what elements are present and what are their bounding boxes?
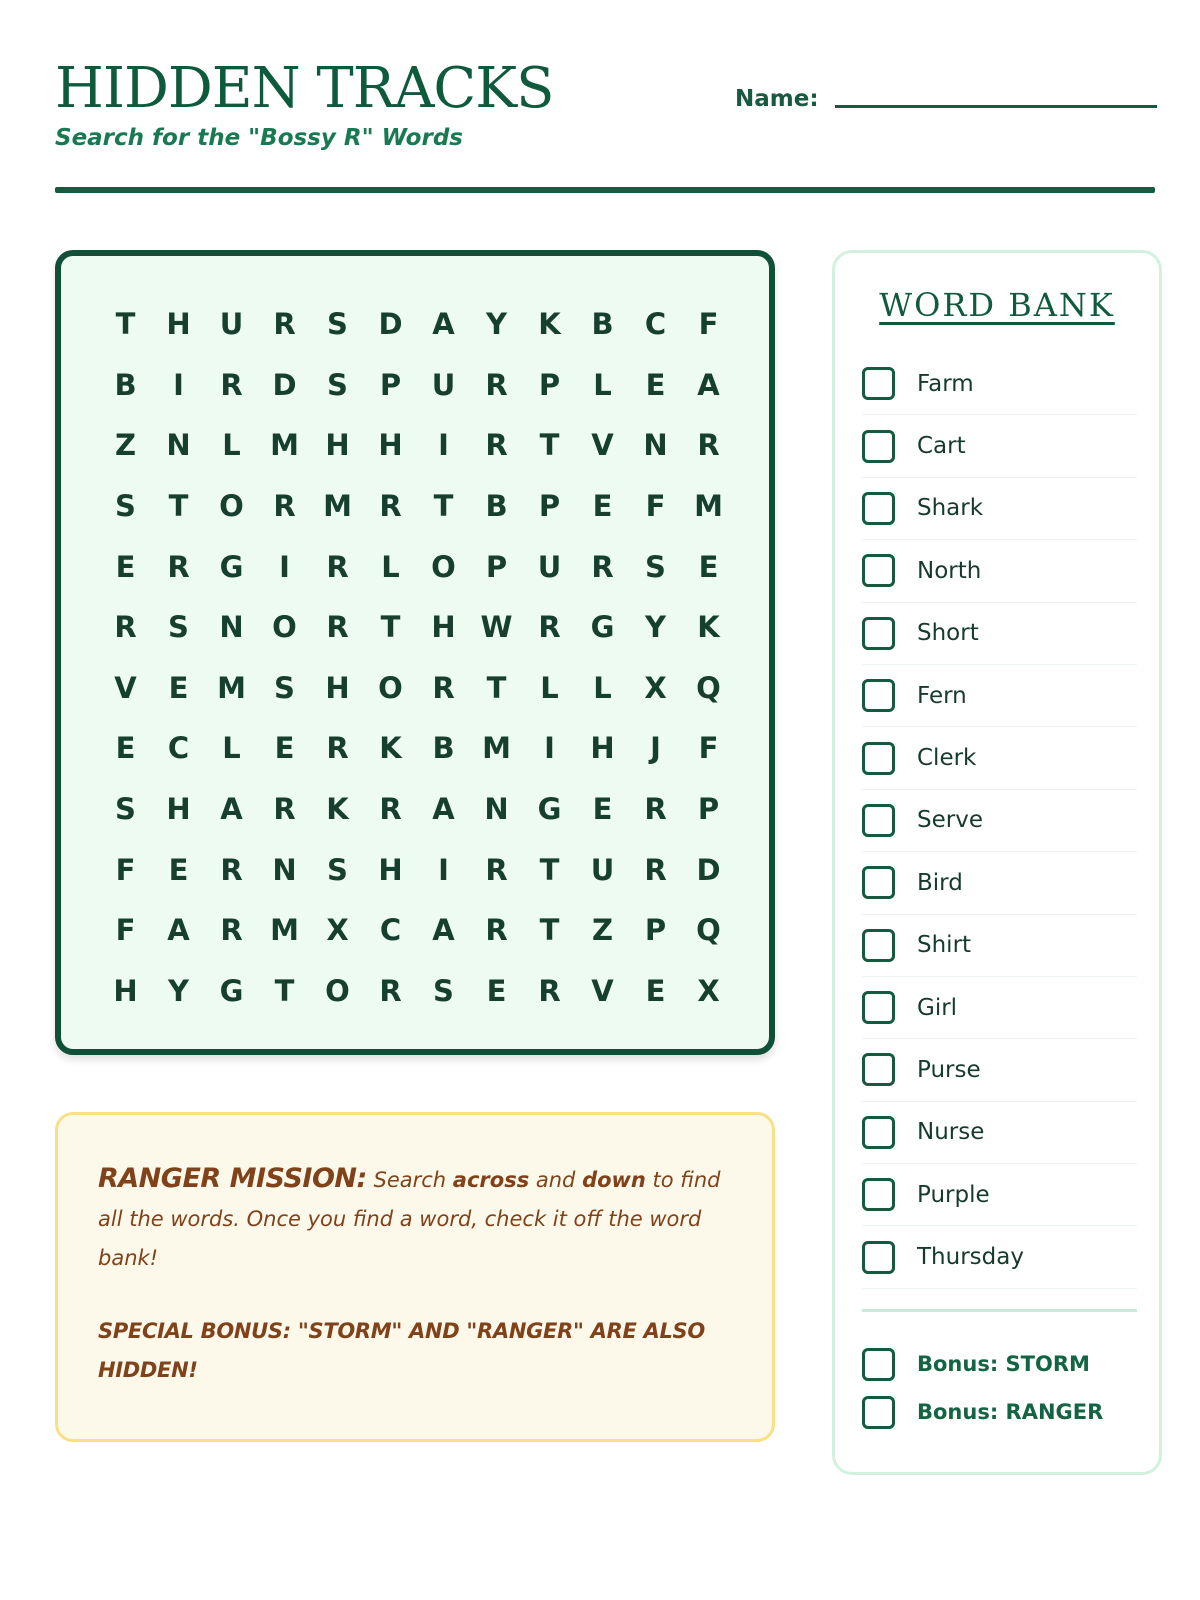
grid-letter[interactable]: O — [219, 489, 244, 524]
grid-letter[interactable]: H — [166, 792, 191, 827]
page-subtitle: Search for the "Bossy R" Words — [55, 125, 463, 151]
grid-letter[interactable]: M — [217, 670, 246, 705]
grid-letter[interactable]: R — [273, 489, 296, 524]
grid-letter[interactable]: H — [325, 670, 350, 705]
grid-letter[interactable]: F — [115, 913, 136, 948]
grid-letter[interactable]: Y — [168, 973, 189, 1008]
grid-letter[interactable]: L — [222, 428, 241, 463]
worksheet-header — [55, 58, 1155, 193]
grid-letter[interactable]: S — [115, 489, 136, 524]
grid-letter[interactable]: E — [645, 973, 666, 1008]
grid-letter[interactable]: J — [650, 731, 661, 766]
grid-letter[interactable]: C — [379, 913, 402, 948]
word-bank — [832, 250, 1162, 1475]
grid-letter[interactable]: R — [379, 973, 402, 1008]
bonus-word-item[interactable] — [862, 1340, 1137, 1388]
mission-instructions — [98, 1159, 732, 1278]
grid-letter[interactable]: R — [432, 670, 455, 705]
bonus-word-label: Bonus: RANGER — [917, 1400, 1104, 1424]
word-bank-divider — [862, 1309, 1137, 1312]
grid-letter[interactable]: X — [644, 670, 667, 705]
grid-letter[interactable]: S — [433, 973, 454, 1008]
grid-letter[interactable]: O — [272, 610, 297, 645]
grid-letter[interactable]: E — [698, 549, 719, 584]
grid-letter[interactable]: R — [644, 852, 667, 887]
grid-letter[interactable]: R — [591, 549, 614, 584]
grid-letter[interactable]: D — [696, 852, 721, 887]
word-checkbox[interactable] — [862, 1053, 895, 1086]
grid-letter[interactable]: S — [327, 307, 348, 342]
word-label: Shark — [917, 495, 984, 522]
grid-letter[interactable]: S — [327, 367, 348, 402]
grid-letter[interactable]: R — [697, 428, 720, 463]
grid-letter[interactable]: B — [485, 489, 508, 524]
grid-letter[interactable]: F — [645, 489, 666, 524]
mission-box — [55, 1112, 775, 1442]
grid-letter[interactable]: R — [326, 610, 349, 645]
word-checkbox[interactable] — [862, 617, 895, 650]
grid-letter[interactable]: B — [591, 307, 614, 342]
grid-letter[interactable]: T — [274, 973, 295, 1008]
grid-letter[interactable]: N — [166, 428, 191, 463]
grid-letter[interactable]: M — [694, 489, 723, 524]
grid-letter[interactable]: R — [167, 549, 190, 584]
grid-letter[interactable]: D — [272, 367, 297, 402]
grid-letter[interactable]: B — [114, 367, 137, 402]
grid-letter[interactable]: Z — [591, 913, 614, 948]
grid-letter[interactable]: I — [438, 852, 449, 887]
grid-letter[interactable]: L — [222, 731, 241, 766]
grid-letter[interactable]: R — [485, 367, 508, 402]
page-title: HIDDEN TRACKS — [55, 56, 554, 121]
grid-letter[interactable]: E — [592, 489, 613, 524]
word-item[interactable] — [862, 353, 1137, 415]
grid-letter[interactable]: F — [115, 852, 136, 887]
grid-letter[interactable]: T — [539, 428, 560, 463]
grid-letter[interactable]: R — [644, 792, 667, 827]
grid-letter[interactable]: E — [592, 792, 613, 827]
grid-letter[interactable]: I — [544, 731, 555, 766]
grid-letter[interactable]: E — [645, 367, 666, 402]
grid-letter[interactable]: A — [432, 792, 455, 827]
name-line — [835, 105, 1157, 108]
grid-letter[interactable]: H — [590, 731, 615, 766]
grid-letter[interactable]: H — [166, 307, 191, 342]
grid-letter[interactable]: H — [113, 973, 138, 1008]
grid-letter[interactable]: R — [273, 307, 296, 342]
grid-letter[interactable]: P — [644, 913, 667, 948]
word-label: Fern — [917, 682, 967, 709]
grid-letter[interactable]: D — [378, 307, 403, 342]
word-label: Thursday — [917, 1244, 1024, 1271]
bonus-list — [862, 1340, 1137, 1436]
grid-letter[interactable]: E — [274, 731, 295, 766]
word-item[interactable] — [862, 1164, 1137, 1226]
word-item[interactable] — [862, 1102, 1137, 1164]
mission-text: to find all the words. Once you find a word, check it off the word bank! — [98, 1168, 721, 1270]
grid-letter[interactable]: T — [486, 670, 507, 705]
word-checkbox[interactable] — [862, 554, 895, 587]
word-checkbox[interactable] — [862, 742, 895, 775]
grid-letter[interactable]: P — [485, 549, 508, 584]
grid-letter[interactable]: I — [173, 367, 184, 402]
grid-letter[interactable]: K — [697, 610, 720, 645]
word-checkbox[interactable] — [862, 1241, 895, 1274]
grid-letter[interactable]: N — [643, 428, 668, 463]
grid-letter[interactable]: O — [431, 549, 456, 584]
grid-letter[interactable]: R — [379, 792, 402, 827]
word-search-panel — [55, 250, 775, 1055]
bonus-word-checkbox[interactable] — [862, 1348, 895, 1381]
grid-letter[interactable]: E — [168, 852, 189, 887]
grid-letter[interactable]: F — [698, 307, 719, 342]
grid-letter[interactable]: O — [325, 973, 350, 1008]
grid-letter[interactable]: Y — [486, 307, 507, 342]
grid-letter[interactable]: P — [538, 367, 561, 402]
word-item[interactable] — [862, 790, 1137, 852]
grid-letter[interactable]: R — [538, 973, 561, 1008]
word-bank-title-wrap — [835, 286, 1159, 324]
grid-letter[interactable]: S — [274, 670, 295, 705]
grid-letter[interactable]: R — [485, 428, 508, 463]
grid-letter[interactable]: A — [167, 913, 190, 948]
word-item[interactable] — [862, 977, 1137, 1039]
word-checkbox[interactable] — [862, 492, 895, 525]
word-checkbox[interactable] — [862, 679, 895, 712]
grid-letter[interactable]: L — [593, 670, 612, 705]
grid-letter[interactable]: U — [590, 852, 615, 887]
bonus-word-label: Bonus: STORM — [917, 1352, 1090, 1376]
grid-letter[interactable]: M — [270, 913, 299, 948]
word-item[interactable] — [862, 665, 1137, 727]
grid-letter[interactable]: O — [378, 670, 403, 705]
grid-letter[interactable]: G — [219, 549, 244, 584]
bonus-word-item[interactable] — [862, 1388, 1137, 1436]
word-label: Shirt — [917, 932, 972, 959]
grid-letter[interactable]: V — [591, 428, 614, 463]
grid-letter[interactable]: K — [379, 731, 402, 766]
grid-letter[interactable]: N — [272, 852, 297, 887]
word-item[interactable] — [862, 1226, 1137, 1288]
grid-letter[interactable]: V — [591, 973, 614, 1008]
word-label: Bird — [917, 869, 963, 896]
mission-text: and — [529, 1168, 583, 1192]
grid-letter[interactable]: S — [327, 852, 348, 887]
word-item[interactable] — [862, 540, 1137, 602]
grid-letter[interactable]: I — [279, 549, 290, 584]
grid-letter[interactable]: R — [220, 367, 243, 402]
grid-letter[interactable]: R — [326, 731, 349, 766]
grid-letter[interactable]: Q — [696, 913, 721, 948]
grid-letter[interactable]: X — [697, 973, 720, 1008]
word-checkbox[interactable] — [862, 1116, 895, 1149]
grid-letter[interactable]: R — [485, 913, 508, 948]
bonus-word-checkbox[interactable] — [862, 1396, 895, 1429]
word-item[interactable] — [862, 852, 1137, 914]
grid-letter[interactable]: G — [537, 792, 562, 827]
word-item[interactable] — [862, 415, 1137, 477]
word-label: Nurse — [917, 1119, 985, 1146]
word-checkbox[interactable] — [862, 929, 895, 962]
word-item[interactable] — [862, 915, 1137, 977]
grid-letter[interactable]: R — [220, 852, 243, 887]
grid-letter[interactable]: G — [219, 973, 244, 1008]
grid-letter[interactable]: T — [168, 489, 189, 524]
grid-letter[interactable]: B — [432, 731, 455, 766]
mission-heading: RANGER MISSION: — [98, 1163, 367, 1194]
grid-letter[interactable]: H — [378, 852, 403, 887]
grid-letter[interactable]: P — [379, 367, 402, 402]
grid-letter[interactable]: K — [538, 307, 561, 342]
grid-letter[interactable]: U — [537, 549, 562, 584]
grid-letter[interactable]: U — [219, 307, 244, 342]
grid-letter[interactable]: W — [480, 610, 513, 645]
grid-letter[interactable]: U — [431, 367, 456, 402]
mission-down: down — [582, 1168, 646, 1192]
name-label: Name: — [735, 86, 819, 112]
grid-letter[interactable]: E — [168, 670, 189, 705]
grid-letter[interactable]: L — [593, 367, 612, 402]
grid-letter[interactable]: T — [433, 489, 454, 524]
word-label: Purse — [917, 1056, 981, 1083]
mission-text: Search — [366, 1168, 453, 1192]
word-item[interactable] — [862, 603, 1137, 665]
grid-letter[interactable]: Q — [696, 670, 721, 705]
word-label: Farm — [917, 370, 974, 397]
word-label: Cart — [917, 433, 966, 460]
grid-letter[interactable]: L — [381, 549, 400, 584]
grid-letter[interactable]: A — [432, 913, 455, 948]
word-list — [862, 353, 1137, 1289]
word-item[interactable] — [862, 727, 1137, 789]
grid-letter[interactable]: E — [115, 731, 136, 766]
grid-letter[interactable]: H — [325, 428, 350, 463]
word-checkbox[interactable] — [862, 430, 895, 463]
grid-letter[interactable]: V — [114, 670, 137, 705]
grid-letter[interactable]: T — [380, 610, 401, 645]
bonus-note: SPECIAL BONUS: "STORM" AND "RANGER" ARE ALSO HIDDEN! — [98, 1319, 705, 1382]
word-label: North — [917, 557, 982, 584]
grid-letter[interactable]: F — [698, 731, 719, 766]
grid-letter[interactable]: M — [270, 428, 299, 463]
grid-letter[interactable]: M — [482, 731, 511, 766]
grid-letter[interactable]: E — [115, 549, 136, 584]
header-divider — [55, 187, 1155, 193]
grid-letter[interactable]: R — [273, 792, 296, 827]
grid-letter[interactable]: R — [114, 610, 137, 645]
word-checkbox[interactable] — [862, 804, 895, 837]
word-checkbox[interactable] — [862, 367, 895, 400]
grid-letter[interactable]: P — [697, 792, 720, 827]
grid-letter[interactable]: Y — [645, 610, 666, 645]
grid-letter[interactable]: Z — [114, 428, 137, 463]
grid-letter[interactable]: N — [484, 792, 509, 827]
grid-letter[interactable]: P — [538, 489, 561, 524]
grid-letter[interactable]: I — [438, 428, 449, 463]
grid-letter[interactable]: H — [431, 610, 456, 645]
grid-letter[interactable]: S — [168, 610, 189, 645]
grid-letter[interactable]: S — [645, 549, 666, 584]
grid-letter[interactable]: A — [432, 307, 455, 342]
grid-letter[interactable]: R — [485, 852, 508, 887]
grid-letter[interactable]: A — [697, 367, 720, 402]
word-search-grid — [99, 294, 735, 1021]
mission-across: across — [452, 1168, 530, 1192]
grid-letter[interactable]: T — [539, 852, 560, 887]
grid-letter[interactable]: L — [540, 670, 559, 705]
grid-letter[interactable]: T — [115, 307, 136, 342]
grid-letter[interactable]: R — [538, 610, 561, 645]
grid-letter[interactable]: A — [220, 792, 243, 827]
grid-letter[interactable]: E — [486, 973, 507, 1008]
word-checkbox[interactable] — [862, 991, 895, 1024]
grid-letter[interactable]: R — [220, 913, 243, 948]
grid-letter[interactable]: K — [326, 792, 349, 827]
grid-letter[interactable]: C — [644, 307, 667, 342]
grid-letter[interactable]: N — [219, 610, 244, 645]
word-label: Purple — [917, 1181, 990, 1208]
word-item[interactable] — [862, 478, 1137, 540]
grid-letter[interactable]: R — [379, 489, 402, 524]
grid-letter[interactable]: M — [323, 489, 352, 524]
word-label: Girl — [917, 994, 958, 1021]
word-label: Clerk — [917, 745, 977, 772]
grid-letter[interactable]: H — [378, 428, 403, 463]
grid-letter[interactable]: C — [167, 731, 190, 766]
grid-letter[interactable]: X — [326, 913, 349, 948]
word-checkbox[interactable] — [862, 866, 895, 899]
word-checkbox[interactable] — [862, 1178, 895, 1211]
word-label: Short — [917, 620, 979, 647]
grid-letter[interactable]: R — [326, 549, 349, 584]
word-label: Serve — [917, 807, 983, 834]
word-bank-title: WORD BANK — [879, 286, 1115, 324]
grid-letter[interactable]: G — [590, 610, 615, 645]
grid-letter[interactable]: T — [539, 913, 560, 948]
grid-letter[interactable]: S — [115, 792, 136, 827]
word-item[interactable] — [862, 1039, 1137, 1101]
